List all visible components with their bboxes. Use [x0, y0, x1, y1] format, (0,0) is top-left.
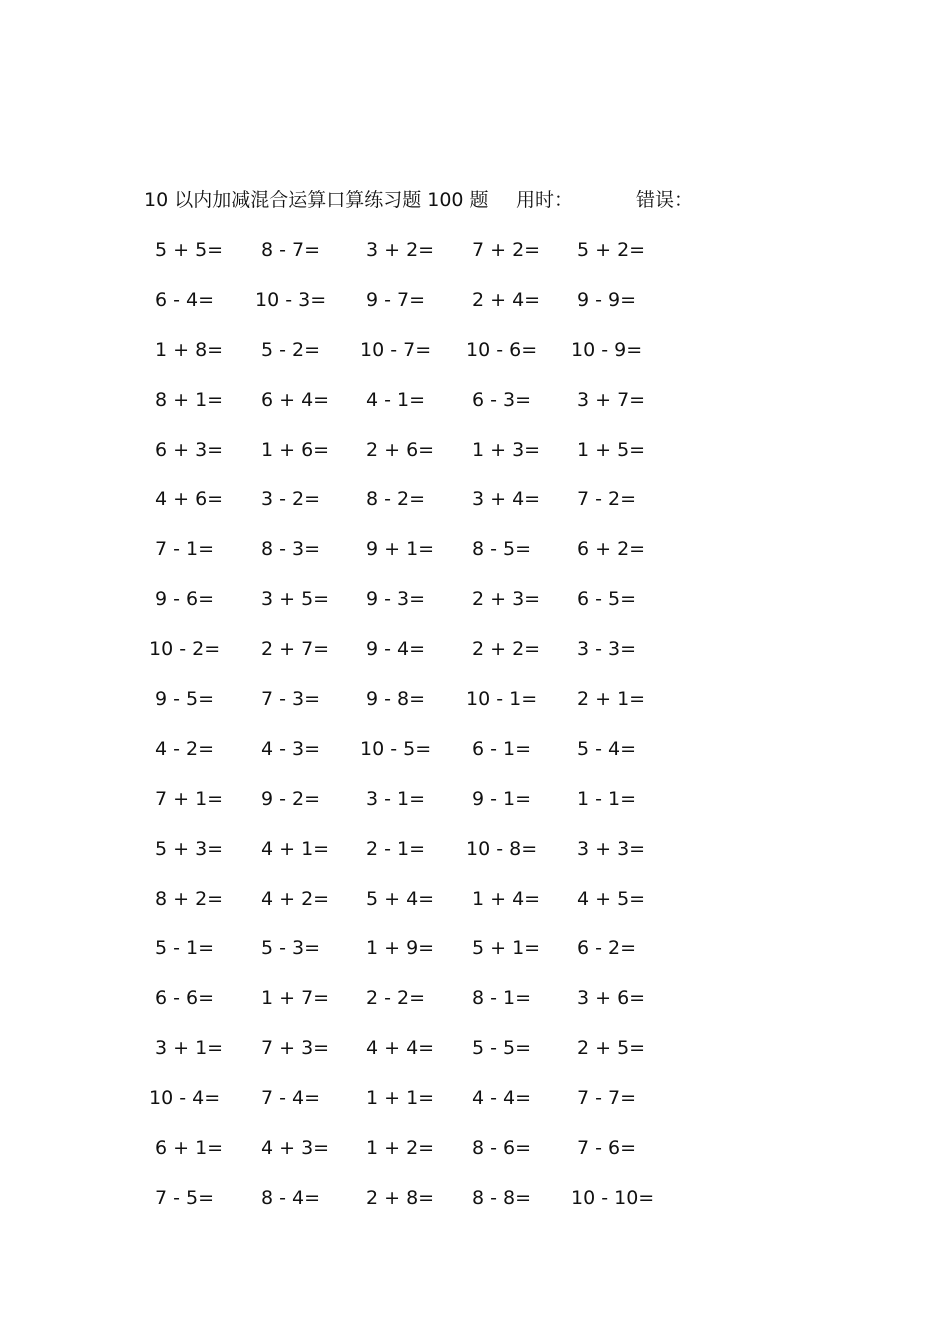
problem-row	[0, 236, 950, 286]
problem-item: 6 - 1=	[472, 737, 532, 760]
problem-item: 2 + 2=	[472, 638, 541, 661]
problem-item: 6 + 1=	[155, 1137, 224, 1160]
problem-item: 4 - 1=	[366, 388, 426, 411]
problem-item: 8 - 3=	[261, 538, 321, 561]
problem-item: 1 + 8=	[155, 338, 224, 361]
problem-row	[0, 286, 950, 336]
problem-item: 3 - 1=	[366, 787, 426, 810]
problem-item: 9 + 1=	[366, 538, 435, 561]
problem-item: 5 + 1=	[472, 937, 541, 960]
problem-row	[0, 984, 950, 1034]
problem-item: 9 - 6=	[155, 588, 215, 611]
problem-item: 8 - 5=	[472, 538, 532, 561]
problem-item: 3 + 3=	[577, 837, 646, 860]
problem-item: 6 - 2=	[577, 937, 637, 960]
problem-item: 3 + 6=	[577, 987, 646, 1010]
problem-item: 6 + 2=	[577, 538, 646, 561]
problem-item: 5 + 2=	[577, 239, 646, 261]
problem-item: 4 - 3=	[261, 737, 321, 760]
problem-row	[0, 1084, 950, 1134]
problem-item: 1 + 3=	[472, 438, 541, 461]
problem-row	[0, 535, 950, 585]
problem-item: 10 - 1=	[466, 688, 538, 711]
problem-item: 9 - 4=	[366, 638, 426, 661]
problem-item: 1 + 5=	[577, 438, 646, 461]
problem-item: 5 - 2=	[261, 338, 321, 361]
problem-item: 4 + 3=	[261, 1137, 330, 1160]
problem-item: 8 + 1=	[155, 388, 224, 411]
worksheet-title: 10 以内加减混合运算口算练习题 100 题	[144, 189, 489, 211]
problem-item: 9 - 1=	[472, 787, 532, 810]
problem-item: 9 - 7=	[366, 288, 426, 311]
problem-item: 4 - 2=	[155, 737, 215, 760]
problem-item: 4 - 4=	[472, 1087, 532, 1110]
problem-item: 10 - 6=	[466, 338, 538, 361]
errors-label: 错误：	[636, 189, 694, 211]
problem-row	[0, 585, 950, 635]
problem-row	[0, 835, 950, 885]
problem-item: 6 - 4=	[155, 288, 215, 311]
problem-item: 9 - 8=	[366, 688, 426, 711]
time-used-label: 用时：	[516, 189, 574, 211]
problem-row	[0, 785, 950, 835]
problem-row	[0, 386, 950, 436]
problem-item: 8 - 7=	[261, 239, 321, 261]
problem-row	[0, 1034, 950, 1084]
problem-item: 1 + 7=	[261, 987, 330, 1010]
problem-item: 7 + 1=	[155, 787, 224, 810]
problem-item: 6 - 3=	[472, 388, 532, 411]
problem-item: 2 - 2=	[366, 987, 426, 1010]
problem-item: 3 + 2=	[366, 239, 435, 261]
problem-item: 9 - 9=	[577, 288, 637, 311]
problem-item: 7 - 1=	[155, 538, 215, 561]
problem-item: 6 + 4=	[261, 388, 330, 411]
problem-item: 10 - 5=	[360, 737, 432, 760]
problem-item: 3 + 5=	[261, 588, 330, 611]
problem-item: 3 - 3=	[577, 638, 637, 661]
problem-item: 9 - 2=	[261, 787, 321, 810]
problem-row	[0, 336, 950, 386]
problem-row	[0, 885, 950, 935]
problem-item: 10 - 3=	[255, 288, 327, 311]
problem-item: 2 + 7=	[261, 638, 330, 661]
problem-item: 3 + 7=	[577, 388, 646, 411]
problem-item: 10 - 10=	[571, 1186, 655, 1209]
problem-item: 8 - 6=	[472, 1137, 532, 1160]
problem-row	[0, 436, 950, 486]
problem-item: 7 - 3=	[261, 688, 321, 711]
problem-item: 5 - 1=	[155, 937, 215, 960]
problem-item: 2 - 1=	[366, 837, 426, 860]
problem-item: 2 + 8=	[366, 1186, 435, 1209]
problem-item: 4 + 5=	[577, 887, 646, 910]
problem-item: 5 - 4=	[577, 737, 637, 760]
problem-row	[0, 735, 950, 785]
problem-item: 1 + 9=	[366, 937, 435, 960]
problem-item: 5 - 5=	[472, 1037, 532, 1060]
problem-item: 2 + 6=	[366, 438, 435, 461]
problem-item: 1 + 1=	[366, 1087, 435, 1110]
problem-item: 5 + 4=	[366, 887, 435, 910]
problem-item: 2 + 3=	[472, 588, 541, 611]
problem-item: 6 - 6=	[155, 987, 215, 1010]
problem-item: 10 - 8=	[466, 837, 538, 860]
problem-row	[0, 1134, 950, 1184]
problem-row	[0, 635, 950, 685]
problem-row	[0, 1184, 950, 1234]
problem-item: 9 - 3=	[366, 588, 426, 611]
problem-item: 8 - 8=	[472, 1186, 532, 1209]
problem-item: 7 + 3=	[261, 1037, 330, 1060]
problem-item: 5 - 3=	[261, 937, 321, 960]
problem-item: 9 - 5=	[155, 688, 215, 711]
problem-item: 3 - 2=	[261, 488, 321, 511]
problem-grid	[0, 236, 950, 1234]
problem-item: 10 - 2=	[149, 638, 221, 661]
problem-item: 2 + 1=	[577, 688, 646, 711]
problem-item: 4 + 2=	[261, 887, 330, 910]
worksheet-header	[144, 186, 764, 214]
problem-item: 7 - 2=	[577, 488, 637, 511]
problem-item: 8 - 4=	[261, 1186, 321, 1209]
problem-item: 5 + 5=	[155, 239, 224, 261]
problem-item: 8 + 2=	[155, 887, 224, 910]
problem-item: 7 + 2=	[472, 239, 541, 261]
problem-item: 7 - 7=	[577, 1087, 637, 1110]
problem-item: 5 + 3=	[155, 837, 224, 860]
problem-item: 1 - 1=	[577, 787, 637, 810]
problem-item: 6 - 5=	[577, 588, 637, 611]
problem-item: 10 - 7=	[360, 338, 432, 361]
problem-item: 2 + 4=	[472, 288, 541, 311]
problem-item: 10 - 4=	[149, 1087, 221, 1110]
problem-item: 1 + 4=	[472, 887, 541, 910]
problem-row	[0, 934, 950, 984]
problem-item: 7 - 6=	[577, 1137, 637, 1160]
problem-item: 8 - 2=	[366, 488, 426, 511]
problem-item: 7 - 4=	[261, 1087, 321, 1110]
problem-item: 6 + 3=	[155, 438, 224, 461]
problem-item: 10 - 9=	[571, 338, 643, 361]
problem-row	[0, 485, 950, 535]
problem-item: 2 + 5=	[577, 1037, 646, 1060]
problem-item: 4 + 4=	[366, 1037, 435, 1060]
problem-item: 7 - 5=	[155, 1186, 215, 1209]
problem-row	[0, 685, 950, 735]
problem-item: 1 + 2=	[366, 1137, 435, 1160]
problem-item: 3 + 4=	[472, 488, 541, 511]
problem-item: 8 - 1=	[472, 987, 532, 1010]
problem-item: 4 + 1=	[261, 837, 330, 860]
problem-item: 4 + 6=	[155, 488, 224, 511]
problem-item: 1 + 6=	[261, 438, 330, 461]
problem-item: 3 + 1=	[155, 1037, 224, 1060]
